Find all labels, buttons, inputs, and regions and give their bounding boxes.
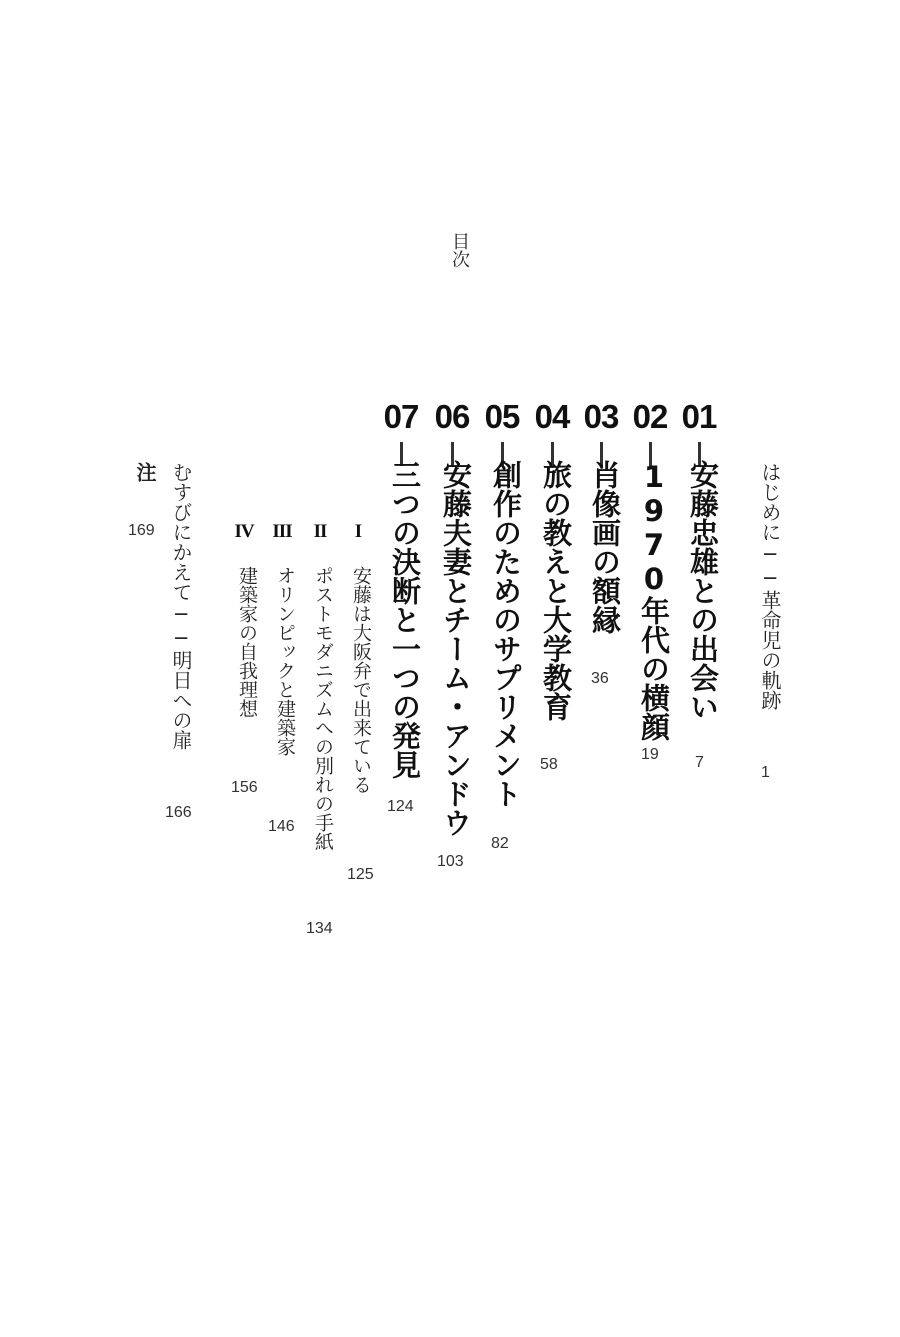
- chapter-06-number: 06: [434, 398, 470, 435]
- chapter-01-number: 01: [681, 398, 717, 435]
- section-iii-number: III: [272, 521, 292, 542]
- intro-page-number: 1: [761, 764, 770, 781]
- chapter-04-page-number: 58: [540, 756, 558, 773]
- section-iv-page-number: 156: [231, 779, 258, 796]
- section-ii-number: II: [313, 521, 327, 542]
- section-i-number: I: [354, 521, 362, 542]
- chapter-07-number: 07: [383, 398, 419, 435]
- chapter-02-number: 02: [632, 398, 668, 435]
- section-i-page-number: 125: [347, 866, 374, 883]
- section-iv-number: IV: [234, 521, 254, 542]
- chapter-04-number: 04: [534, 398, 570, 435]
- chapter-04-title[interactable]: 旅の教えと大学教育: [539, 460, 573, 721]
- chapter-02-page-number: 19: [641, 746, 659, 763]
- chapter-03-page-number: 36: [591, 670, 609, 687]
- chapter-05-title[interactable]: 創作のためのサプリメント: [489, 460, 523, 808]
- notes-title[interactable]: 注: [133, 462, 157, 482]
- chapter-03-number: 03: [583, 398, 619, 435]
- chapter-01-title[interactable]: 安藤忠雄との出会い: [686, 460, 720, 721]
- section-iii-page-number: 146: [268, 818, 295, 835]
- chapter-02-title[interactable]: 1970年代の横顔: [637, 460, 671, 741]
- chapter-01-page-number: 7: [695, 754, 704, 771]
- notes-page-number: 169: [128, 522, 155, 539]
- chapter-07-title[interactable]: 三つの決断と一つの発見: [388, 460, 422, 779]
- section-ii-title[interactable]: ポストモダニズムへの別れの手紙: [312, 566, 334, 851]
- chapter-05-number: 05: [484, 398, 520, 435]
- intro-title[interactable]: はじめに──革命児の軌跡: [758, 462, 782, 710]
- chapter-06-page-number: 103: [437, 853, 464, 870]
- closing-title[interactable]: むすびにかえて──明日への扉: [169, 462, 193, 750]
- section-iii-title[interactable]: オリンピックと建築家: [274, 566, 296, 756]
- section-i-title[interactable]: 安藤は大阪弁で出来ている: [350, 566, 372, 794]
- chapter-05-page-number: 82: [491, 835, 509, 852]
- toc-heading: 目次: [449, 232, 470, 268]
- section-ii-page-number: 134: [306, 920, 333, 937]
- closing-page-number: 166: [165, 804, 192, 821]
- chapter-06-title[interactable]: 安藤夫妻とチーム・アンドウ: [439, 460, 473, 837]
- chapter-03-title[interactable]: 肖像画の額縁: [588, 460, 622, 634]
- section-iv-title[interactable]: 建築家の自我理想: [236, 566, 258, 718]
- chapter-07-page-number: 124: [387, 798, 414, 815]
